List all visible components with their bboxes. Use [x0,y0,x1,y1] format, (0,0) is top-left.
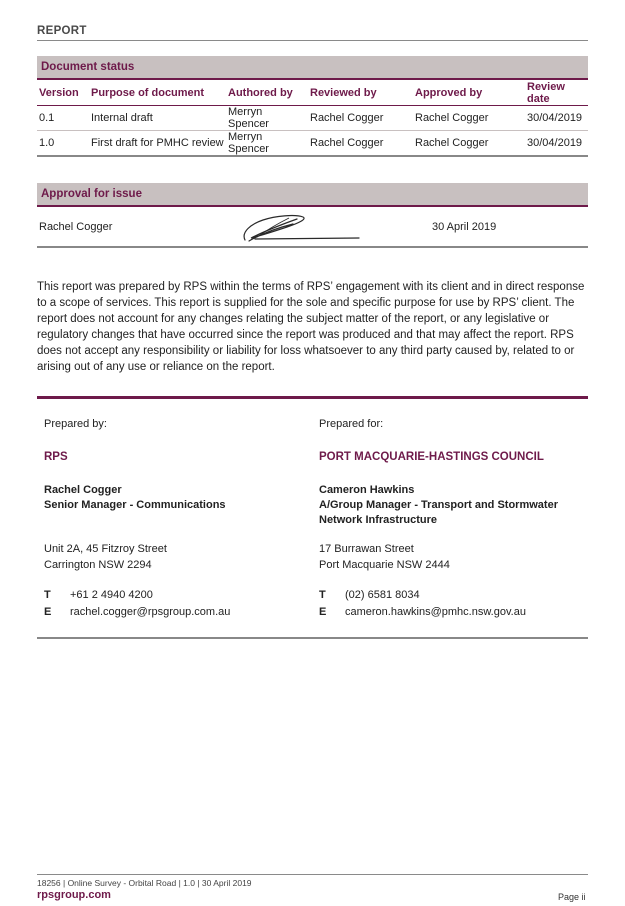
prepared-by-name: Rachel Cogger [44,484,122,496]
prepared-by-block [44,417,314,621]
prepared-by-phone: +61 2 4940 4200 [70,589,153,601]
document-status-title: Document status [41,61,135,73]
email-key: E [319,606,327,618]
table-cell: 30/04/2019 [525,131,588,157]
prepared-for-org: PORT MACQUARIE-HASTINGS COUNCIL [319,451,544,463]
table-cell: Rachel Cogger [308,131,413,157]
approval-title: Approval for issue [41,188,142,200]
table-cell: Merryn Spencer [226,106,308,131]
column-header: Purpose of document [89,81,226,106]
column-header: Approved by [413,81,525,106]
phone-key: T [44,589,51,601]
table-cell: Rachel Cogger [308,106,413,131]
page-number: Page ii [558,892,586,902]
approval-date: 30 April 2019 [432,221,497,233]
document-status-bar [37,56,588,80]
phone-key: T [319,589,326,601]
table-cell: Internal draft [89,106,226,131]
footer-divider [37,874,588,875]
document-status-table [37,81,588,157]
approver-name: Rachel Cogger [39,221,113,233]
table-cell: 1.0 [37,131,89,157]
approval-bar [37,183,588,207]
prepared-by-email[interactable]: rachel.cogger@rpsgroup.com.au [70,606,231,618]
prepared-for-address-line2: Port Macquarie NSW 2444 [319,558,450,571]
email-key: E [44,606,52,618]
footer-document-meta: 18256 | Online Survey - Orbital Road | 1.0 | 30 April 2019 [37,878,252,888]
table-cell: First draft for PMHC review [89,131,226,157]
report-label: REPORT [37,25,87,37]
table-cell: Rachel Cogger [413,106,525,131]
contact-block-bottom-rule [37,637,588,639]
table-cell: Rachel Cogger [413,131,525,157]
approval-row [37,208,588,248]
column-header: Version [37,81,89,106]
prepared-by-org: RPS [44,451,68,463]
prepared-by-address-line2: Carrington NSW 2294 [44,558,152,571]
signature-icon [237,210,362,244]
column-header: Reviewed by [308,81,413,106]
contact-block-top-rule [37,396,588,399]
footer-website-link[interactable]: rpsgroup.com [37,889,111,901]
prepared-for-address-line1: 17 Burrawan Street [319,543,414,555]
prepared-for-name: Cameron Hawkins [319,484,415,496]
disclaimer-text: This report was prepared by RPS within the terms of RPS’ engagement with its client and in direct response to a scope of services. This report is supplied for the sole and specific purpose for use by RPS’ client. The report does not account for any changes relating the subject matter of the report, or any legislative or regulatory changes that have occurred since the report was produced and that may affect the report. RPS does not accept any responsibility or liability for loss whatsoever to any third party caused by, related to or arising out of any use or reliance on the report. [37,281,585,373]
prepared-by-role: Senior Manager - Communications [44,499,226,511]
table-cell: 30/04/2019 [525,106,588,131]
column-header: Review date [525,81,588,106]
table-cell: Merryn Spencer [226,131,308,157]
table-row [37,131,588,157]
table-header-row [37,81,588,106]
prepared-by-label: Prepared by: [44,418,107,430]
table-cell: 0.1 [37,106,89,131]
prepared-for-email[interactable]: cameron.hawkins@pmhc.nsw.gov.au [345,606,526,618]
prepared-for-role: A/Group Manager - Transport and Stormwater Network Infrastructure [319,499,558,526]
column-header: Authored by [226,81,308,106]
prepared-for-label: Prepared for: [319,418,384,430]
table-row [37,106,588,131]
header-divider [37,40,588,41]
prepared-for-block [319,417,589,621]
prepared-for-phone: (02) 6581 8034 [345,589,420,601]
prepared-by-address-line1: Unit 2A, 45 Fitzroy Street [44,543,167,555]
